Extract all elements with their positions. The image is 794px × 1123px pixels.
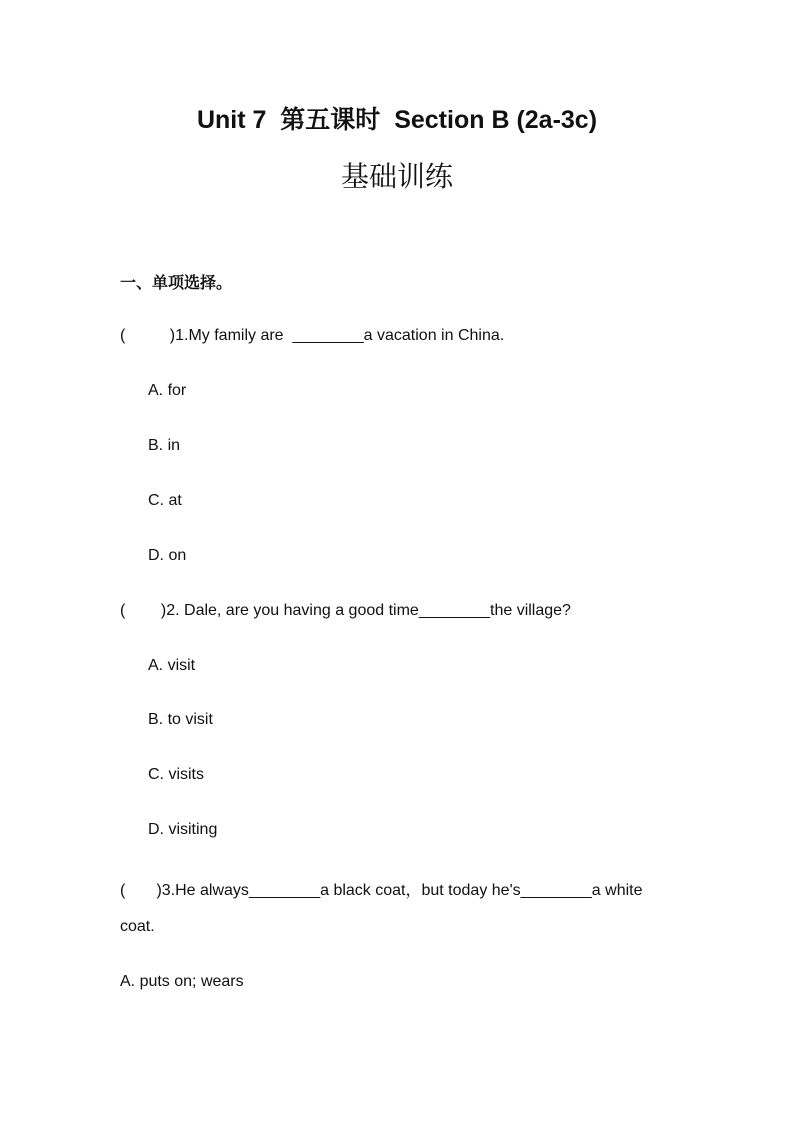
question-1-option-b: B. in: [148, 437, 181, 454]
question-1-option-d: D. on: [148, 547, 187, 564]
question-2-option-d: D. visiting: [148, 821, 218, 838]
question-2-stem: ( )2. Dale, are you having a good time________the village?: [120, 602, 571, 619]
question-2-option-c: C. visits: [148, 766, 204, 783]
question-2-option-b: B. to visit: [148, 711, 213, 728]
question-3-stem: ( )3.He always________a black coat，but today he's________a white: [120, 882, 643, 899]
page-title: Unit 7 第五课时 Section B (2a-3c): [196, 106, 598, 134]
question-1-option-a: A. for: [148, 382, 187, 399]
question-3-option-a: A. puts on; wears: [120, 973, 244, 990]
question-1-option-c: C. at: [148, 492, 182, 509]
section-heading: 一、单项选择。: [120, 275, 233, 292]
page-subtitle: 基础训练: [340, 161, 453, 192]
question-3-stem-continued: coat.: [120, 918, 155, 935]
question-1-stem: ( )1.My family are ________a vacation in China.: [120, 327, 505, 344]
question-2-option-a: A. visit: [148, 657, 196, 674]
